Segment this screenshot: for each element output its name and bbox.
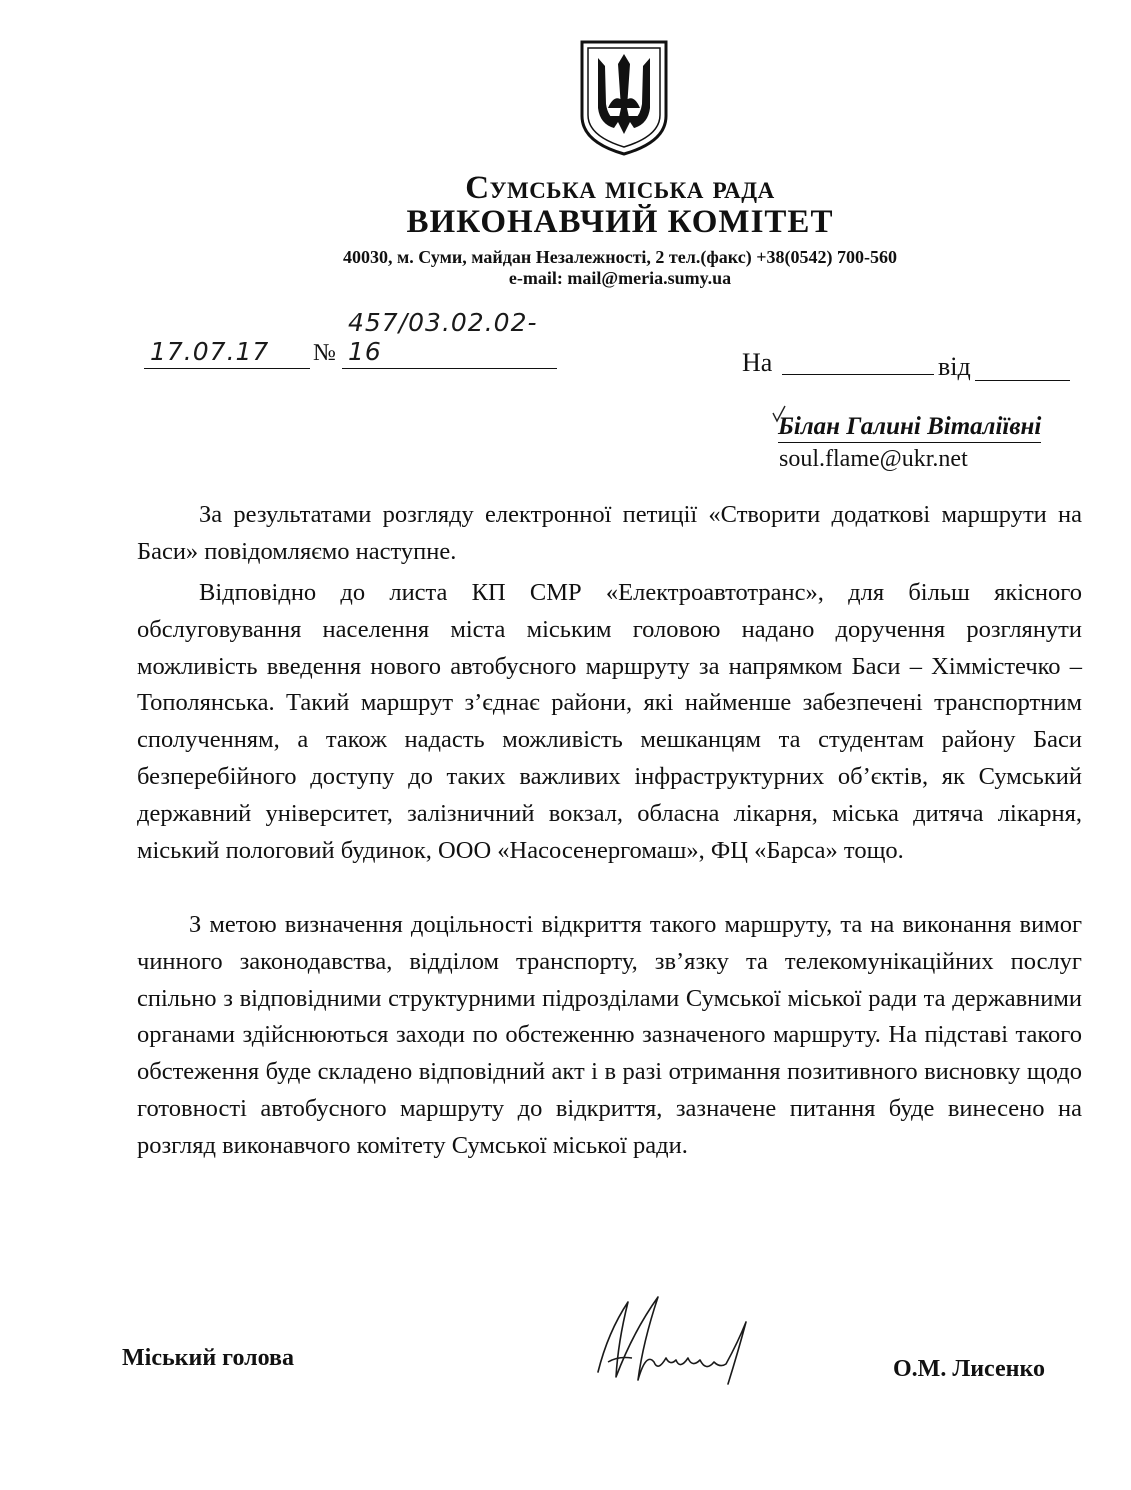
reply-date-label: від — [938, 352, 971, 381]
body-paragraph-3: З метою визначення доцільності відкриття такого маршруту, та на виконання вимог чинного законодавства, відділом транспорту, зв’язку та телекомунікаційних послуг спільно з відповідними структурними підрозділами Сумської міської ради та державними органами здійснюються заходи по обстеженню зазначеного маршруту. На підставі такого обстеження буде складено відповідний акт і в разі отримання позитивного висновку щодо готовності автобусного маршруту до відкриття, зазначене питання буде винесено на розгляд виконавчого комітету Сумської міської ради. — [137, 911, 1082, 1159]
body-paragraph-1: За результатами розгляду електронної петиції «Створити додаткові маршрути на Баси» повідомляємо наступне. — [137, 501, 1082, 565]
signatory-title: Міський голова — [122, 1345, 294, 1371]
signatory-name: О.М. Лисенко — [893, 1356, 1045, 1382]
address-line: 40030, м. Суми, майдан Незалежності, 2 тел.(факс) +38(0542) 700-560 — [343, 247, 897, 267]
organization-name: Сумська міська рада — [465, 170, 775, 206]
outgoing-number-field — [342, 308, 557, 369]
body-paragraph-2: Відповідно до листа КП СМР «Електроавтотранс», для більш якісного обслуговування населення міста міським головою надано доручення розглянути можливість введення нового автобусного маршруту за напрямком Баси – Хіммістечко – Тополянська. Такий маршрут з’єднає райони, які найменше забезпечені транспортним сполученням, а також надасть можливість мешканцям та студентам району Баси безперебійного доступу до таких важливих інфраструктурних об’єктів, як Сумський державний університет, залізничний вокзал, обласна лікарня, міська дитяча лікарня, міський пологовий будинок, ООО «Насосенергомаш», ФЦ «Барса» тощо. — [137, 579, 1082, 864]
outgoing-date-field — [144, 336, 310, 369]
reply-to-blank — [782, 374, 934, 375]
header-email: e-mail: mail@meria.sumy.ua — [508, 268, 732, 288]
recipient-email: soul.flame@ukr.net — [779, 446, 968, 472]
coat-of-arms-icon — [578, 38, 670, 158]
committee-name: ВИКОНАВЧИЙ КОМІТЕТ — [406, 204, 834, 240]
reply-date-blank — [975, 380, 1070, 381]
handwritten-signature — [588, 1292, 753, 1392]
number-sign: № — [313, 340, 336, 366]
recipient-name: Білан Галині Віталіївні — [778, 413, 1041, 443]
outgoing-number: 457/03.02.02-16 — [348, 308, 538, 366]
outgoing-date: 17.07.17 — [150, 337, 270, 366]
reply-to-label: На — [742, 348, 773, 377]
